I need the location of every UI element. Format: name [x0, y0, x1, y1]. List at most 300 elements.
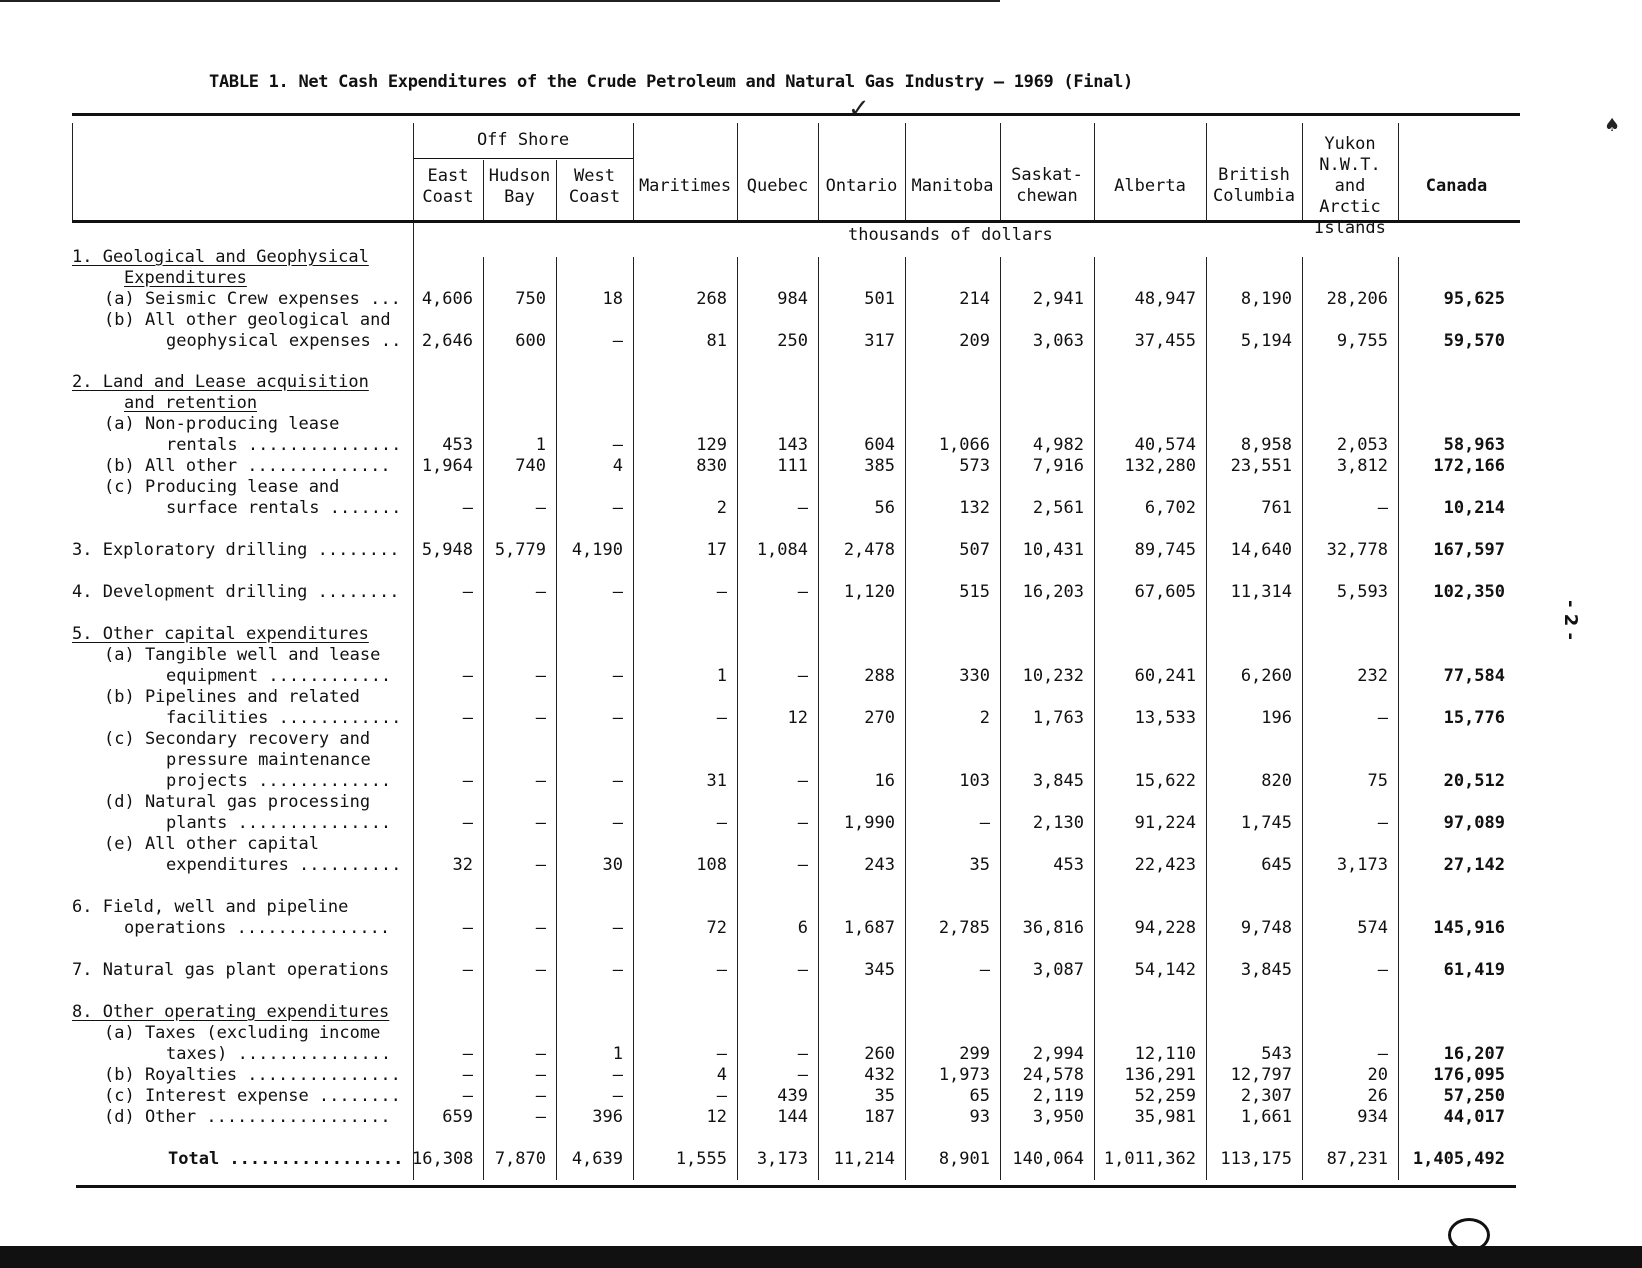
header-column-rule [633, 123, 634, 220]
data-cell: 2,130 [1032, 813, 1084, 833]
data-cell: 288 [864, 666, 895, 686]
data-cell: 2,646 [421, 331, 473, 351]
data-cell: – [1377, 960, 1388, 980]
row-label: taxes) ............... [166, 1044, 392, 1064]
data-cell: – [797, 771, 808, 791]
data-cell: 2,994 [1032, 1044, 1084, 1064]
data-cell: 10,232 [1022, 666, 1084, 686]
data-cell: 172,166 [1433, 456, 1505, 476]
column-header [1302, 134, 1398, 239]
row-label: Expenditures [124, 268, 247, 288]
data-cell: 65 [969, 1086, 990, 1106]
header-column-rule [1398, 123, 1399, 220]
row-label: (c) Secondary recovery and [104, 729, 371, 749]
data-cell: 136,291 [1124, 1065, 1196, 1085]
data-cell: 5,779 [494, 540, 546, 560]
data-cell: 187 [864, 1107, 895, 1127]
offshore-group-rule [413, 158, 633, 159]
data-cell: 108 [696, 855, 727, 875]
data-cell: 37,455 [1134, 331, 1196, 351]
data-cell: 645 [1261, 855, 1292, 875]
column-header-line: Maritimes [638, 175, 732, 196]
table-bottom-rule [76, 1185, 1516, 1188]
data-cell: 20,512 [1443, 771, 1505, 791]
data-cell: 6 [797, 918, 808, 938]
column-header-line: Alberta [1114, 175, 1186, 196]
column-header-line: Quebec [746, 175, 809, 196]
data-cell: 93 [969, 1107, 990, 1127]
data-cell: 26 [1367, 1086, 1388, 1106]
data-cell: 8,958 [1240, 435, 1292, 455]
data-cell: – [612, 813, 623, 833]
data-cell: 501 [864, 289, 895, 309]
total-cell: 1,011,362 [1103, 1149, 1196, 1169]
column-header [1000, 165, 1094, 207]
data-cell: 11,314 [1230, 582, 1292, 602]
column-header-line: and [1334, 175, 1366, 196]
data-cell: 36,816 [1022, 918, 1084, 938]
table-title-text: Net Cash Expenditures of the Crude Petroleum and Natural Gas Industry – 1969 (Final) [298, 72, 1133, 92]
column-header-line: N.W.T. [1319, 154, 1381, 175]
data-cell: 3,173 [1336, 855, 1388, 875]
data-cell: 2,941 [1032, 289, 1084, 309]
data-cell: 67,605 [1134, 582, 1196, 602]
data-cell: – [535, 918, 546, 938]
column-header [1206, 165, 1302, 207]
data-cell: – [535, 1086, 546, 1106]
data-cell: 396 [592, 1107, 623, 1127]
data-cell: 243 [864, 855, 895, 875]
data-cell: 385 [864, 456, 895, 476]
data-cell: 299 [959, 1044, 990, 1064]
data-cell: 15,776 [1443, 708, 1505, 728]
data-cell: 5,593 [1336, 582, 1388, 602]
data-cell: – [797, 498, 808, 518]
data-cell: 439 [777, 1086, 808, 1106]
data-cell: 24,578 [1022, 1065, 1084, 1085]
body-column-rule [413, 222, 414, 1180]
data-cell: 270 [864, 708, 895, 728]
row-label: surface rentals ....... [166, 498, 402, 518]
row-label: (a) Tangible well and lease [104, 645, 381, 665]
column-header-line: Islands [1314, 217, 1386, 238]
data-cell: 453 [1053, 855, 1084, 875]
table-number: TABLE 1. [209, 72, 289, 92]
row-label: equipment ............ [166, 666, 392, 686]
data-cell: 12 [787, 708, 808, 728]
data-cell: 143 [777, 435, 808, 455]
data-cell: 167,597 [1433, 540, 1505, 560]
header-top-rule [72, 113, 1520, 116]
data-cell: 94,228 [1134, 918, 1196, 938]
data-cell: – [612, 918, 623, 938]
column-header [737, 176, 818, 197]
data-cell: – [716, 708, 727, 728]
data-cell: 2,053 [1336, 435, 1388, 455]
data-cell: – [535, 771, 546, 791]
data-cell: 52,259 [1134, 1086, 1196, 1106]
data-cell: – [535, 1044, 546, 1064]
data-cell: – [612, 498, 623, 518]
column-header-line: Saskat- [1011, 165, 1083, 185]
row-label: and retention [124, 393, 258, 413]
data-cell: – [462, 1065, 473, 1085]
data-cell: – [1377, 813, 1388, 833]
data-cell: – [462, 1086, 473, 1106]
column-header-line: Coast [422, 187, 474, 207]
data-cell: – [797, 960, 808, 980]
row-label: operations ............... [124, 918, 391, 938]
data-cell: 600 [515, 331, 546, 351]
data-cell: 820 [1261, 771, 1292, 791]
total-cell: 7,870 [494, 1149, 546, 1169]
data-cell: 16 [874, 771, 895, 791]
data-cell: 23,551 [1230, 456, 1292, 476]
scan-speck: ♠ [1604, 115, 1621, 136]
total-cell: 3,173 [756, 1149, 808, 1169]
total-cell: 1,405,492 [1412, 1149, 1505, 1169]
data-cell: 145,916 [1433, 918, 1505, 938]
data-cell: – [1377, 1044, 1388, 1064]
data-cell: 1,661 [1240, 1107, 1292, 1127]
data-cell: 984 [777, 289, 808, 309]
data-cell: 35 [874, 1086, 895, 1106]
data-cell: 5,948 [421, 540, 473, 560]
data-cell: – [535, 813, 546, 833]
data-cell: – [612, 331, 623, 351]
column-header-line: chewan [1016, 186, 1078, 206]
data-cell: 9,748 [1240, 918, 1292, 938]
data-cell: 604 [864, 435, 895, 455]
data-cell: 48,947 [1134, 289, 1196, 309]
total-cell: 11,214 [833, 1149, 895, 1169]
data-cell: 574 [1357, 918, 1388, 938]
data-cell: 515 [959, 582, 990, 602]
data-cell: 13,533 [1134, 708, 1196, 728]
data-cell: 59,570 [1443, 331, 1505, 351]
data-cell: 91,224 [1134, 813, 1196, 833]
column-header [633, 176, 737, 197]
row-label: (b) Pipelines and related [104, 687, 360, 707]
data-cell: 12,797 [1230, 1065, 1292, 1085]
data-cell: 543 [1261, 1044, 1292, 1064]
data-cell: – [797, 1065, 808, 1085]
data-cell: 1,964 [421, 456, 473, 476]
data-cell: 3,812 [1336, 456, 1388, 476]
data-cell: – [535, 1065, 546, 1085]
data-cell: 659 [442, 1107, 473, 1127]
data-cell: 8,190 [1240, 289, 1292, 309]
column-header [1398, 176, 1515, 197]
total-cell: 8,901 [938, 1149, 990, 1169]
data-cell: 3,950 [1032, 1107, 1084, 1127]
header-column-rule [905, 123, 906, 220]
header-column-rule [72, 123, 73, 220]
row-label: plants ............... [166, 813, 392, 833]
data-cell: 57,250 [1443, 1086, 1505, 1106]
data-cell: 35 [969, 855, 990, 875]
total-cell: 4,639 [571, 1149, 623, 1169]
data-cell: 1 [612, 1044, 623, 1064]
header-column-rule [1094, 123, 1095, 220]
column-header-line: Hudson [488, 166, 551, 186]
data-cell: – [1377, 498, 1388, 518]
row-label: (a) Seismic Crew expenses ... [104, 289, 401, 309]
data-cell: – [797, 666, 808, 686]
data-cell: 15,622 [1134, 771, 1196, 791]
data-cell: 1,990 [843, 813, 895, 833]
data-cell: – [797, 813, 808, 833]
data-cell: 31 [706, 771, 727, 791]
data-cell: 61,419 [1443, 960, 1505, 980]
row-label: expenditures .......... [166, 855, 402, 875]
data-cell: 72 [706, 918, 727, 938]
data-cell: 4,982 [1032, 435, 1084, 455]
data-cell: 12 [706, 1107, 727, 1127]
data-cell: 18 [602, 289, 623, 309]
data-cell: – [462, 1044, 473, 1064]
column-header [1094, 176, 1206, 197]
data-cell: 176,095 [1433, 1065, 1505, 1085]
total-cell: 113,175 [1220, 1149, 1292, 1169]
column-header [413, 166, 483, 208]
data-cell: 573 [959, 456, 990, 476]
column-header [483, 166, 556, 208]
data-cell: 3,845 [1032, 771, 1084, 791]
data-cell: 4,606 [421, 289, 473, 309]
row-label: (c) Producing lease and [104, 477, 340, 497]
data-cell: 4,190 [571, 540, 623, 560]
data-cell: – [797, 582, 808, 602]
data-cell: 2 [979, 708, 990, 728]
data-cell: – [462, 708, 473, 728]
data-cell: 432 [864, 1065, 895, 1085]
data-cell: 2,561 [1032, 498, 1084, 518]
data-cell: – [462, 582, 473, 602]
data-cell: – [612, 1065, 623, 1085]
row-label: 5. Other capital expenditures [72, 624, 369, 644]
data-cell: 60,241 [1134, 666, 1196, 686]
data-cell: 129 [696, 435, 727, 455]
data-cell: 35,981 [1134, 1107, 1196, 1127]
row-label: rentals ............... [166, 435, 402, 455]
bottom-scan-edge [0, 1246, 1642, 1268]
data-cell: – [797, 1044, 808, 1064]
data-cell: 144 [777, 1107, 808, 1127]
data-cell: 5,194 [1240, 331, 1292, 351]
data-cell: 4 [612, 456, 623, 476]
total-cell: 16,308 [412, 1149, 474, 1169]
data-cell: – [535, 1107, 546, 1127]
data-cell: 14,640 [1230, 540, 1292, 560]
data-cell: 209 [959, 331, 990, 351]
data-cell: 75 [1367, 771, 1388, 791]
column-header [818, 176, 905, 197]
total-cell: 1,555 [675, 1149, 727, 1169]
data-cell: 934 [1357, 1107, 1388, 1127]
row-label: (d) Other .................. [104, 1107, 391, 1127]
data-cell: 3,063 [1032, 331, 1084, 351]
data-cell: 453 [442, 435, 473, 455]
data-cell: – [612, 708, 623, 728]
check-mark: ✓ [848, 94, 870, 124]
column-header-line: West [574, 166, 615, 186]
data-cell: 1,066 [938, 435, 990, 455]
column-header-line: Canada [1425, 175, 1488, 196]
data-cell: 58,963 [1443, 435, 1505, 455]
data-cell: 1,973 [938, 1065, 990, 1085]
units-label: thousands of dollars [848, 225, 1053, 245]
data-cell: 10,431 [1022, 540, 1084, 560]
data-cell: – [612, 666, 623, 686]
data-cell: 16,203 [1022, 582, 1084, 602]
data-cell: 95,625 [1443, 289, 1505, 309]
data-cell: – [462, 918, 473, 938]
data-cell: 6,702 [1144, 498, 1196, 518]
data-cell: – [716, 960, 727, 980]
data-cell: – [535, 855, 546, 875]
data-cell: 17 [706, 540, 727, 560]
data-cell: – [462, 666, 473, 686]
data-cell: – [462, 498, 473, 518]
row-label: 8. Other operating expenditures [72, 1002, 390, 1022]
total-cell: 140,064 [1012, 1149, 1084, 1169]
data-cell: 6,260 [1240, 666, 1292, 686]
row-label: projects ............. [166, 771, 392, 791]
row-label: 7. Natural gas plant operations [72, 960, 390, 980]
data-cell: 2,785 [938, 918, 990, 938]
data-cell: – [716, 1044, 727, 1064]
data-cell: 196 [1261, 708, 1292, 728]
column-header-line: Bay [504, 187, 535, 207]
column-header-line: British [1218, 165, 1290, 185]
data-cell: 132 [959, 498, 990, 518]
row-label: pressure maintenance [166, 750, 371, 770]
total-label: Total ................. [168, 1149, 404, 1169]
offshore-group-header: Off Shore [476, 130, 570, 150]
data-cell: – [1377, 708, 1388, 728]
data-cell: 40,574 [1134, 435, 1196, 455]
data-cell: 4 [716, 1065, 727, 1085]
data-cell: – [979, 960, 990, 980]
column-header-line: Columbia [1213, 186, 1295, 206]
data-cell: 10,214 [1443, 498, 1505, 518]
data-cell: 20 [1367, 1065, 1388, 1085]
row-label: (b) All other .............. [104, 456, 391, 476]
data-cell: – [535, 960, 546, 980]
column-header-line: Arctic [1319, 196, 1381, 217]
row-label: (b) All other geological and [104, 310, 391, 330]
data-cell: 111 [777, 456, 808, 476]
data-cell: 132,280 [1124, 456, 1196, 476]
column-header-line: Coast [568, 187, 621, 207]
data-cell: 16,207 [1443, 1044, 1505, 1064]
data-cell: 830 [696, 456, 727, 476]
data-cell: 214 [959, 289, 990, 309]
column-header-line: Ontario [825, 175, 898, 196]
row-label: geophysical expenses .. [166, 331, 402, 351]
column-header [905, 176, 1000, 197]
data-cell: 3,087 [1032, 960, 1084, 980]
data-cell: 77,584 [1443, 666, 1505, 686]
row-label: facilities ............ [166, 708, 402, 728]
data-cell: – [716, 813, 727, 833]
data-cell: 330 [959, 666, 990, 686]
total-cell: 87,231 [1326, 1149, 1388, 1169]
data-cell: – [716, 582, 727, 602]
top-scan-edge [0, 0, 1000, 2]
data-cell: 2 [716, 498, 727, 518]
data-cell: 1,084 [756, 540, 808, 560]
data-cell: 32,778 [1326, 540, 1388, 560]
data-cell: 317 [864, 331, 895, 351]
data-cell: 1,120 [843, 582, 895, 602]
column-header-line: East [427, 166, 469, 186]
data-cell: – [535, 498, 546, 518]
data-cell: 12,110 [1134, 1044, 1196, 1064]
data-cell: – [462, 771, 473, 791]
data-cell: 22,423 [1134, 855, 1196, 875]
data-cell: 750 [515, 289, 546, 309]
row-label: (a) Non-producing lease [104, 414, 340, 434]
data-cell: 89,745 [1134, 540, 1196, 560]
data-cell: 54,142 [1134, 960, 1196, 980]
data-cell: 32 [452, 855, 473, 875]
data-cell: – [979, 813, 990, 833]
column-header-line: Yukon [1324, 133, 1376, 154]
data-cell: – [462, 960, 473, 980]
data-cell: – [612, 435, 623, 455]
data-cell: 268 [696, 289, 727, 309]
data-cell: 260 [864, 1044, 895, 1064]
header-column-rule [737, 123, 738, 220]
data-cell: 1 [535, 435, 546, 455]
data-cell: – [535, 708, 546, 728]
data-cell: 3,845 [1240, 960, 1292, 980]
header-column-rule [818, 123, 819, 220]
row-label: (e) All other capital [104, 834, 319, 854]
data-cell: 2,119 [1032, 1086, 1084, 1106]
data-cell: 102,350 [1433, 582, 1505, 602]
data-cell: 1,763 [1032, 708, 1084, 728]
column-header-line: Manitoba [911, 175, 994, 196]
data-cell: – [462, 813, 473, 833]
data-cell: 345 [864, 960, 895, 980]
column-header [556, 166, 633, 208]
data-cell: 81 [706, 331, 727, 351]
data-cell: – [612, 1086, 623, 1106]
row-label: (b) Royalties ............... [104, 1065, 401, 1085]
data-cell: – [612, 582, 623, 602]
data-cell: 7,916 [1032, 456, 1084, 476]
data-cell: 1 [716, 666, 727, 686]
data-cell: 507 [959, 540, 990, 560]
data-cell: 740 [515, 456, 546, 476]
data-cell: 250 [777, 331, 808, 351]
data-cell: 44,017 [1443, 1107, 1505, 1127]
data-cell: – [612, 960, 623, 980]
row-label: (c) Interest expense ........ [104, 1086, 401, 1106]
data-cell: 97,089 [1443, 813, 1505, 833]
data-cell: – [716, 1086, 727, 1106]
data-cell: – [797, 855, 808, 875]
data-cell: 232 [1357, 666, 1388, 686]
table-title [0, 72, 1342, 92]
row-label: (d) Natural gas processing [104, 792, 371, 812]
data-cell: – [535, 582, 546, 602]
data-cell: – [612, 771, 623, 791]
row-label: 6. Field, well and pipeline [72, 897, 349, 917]
